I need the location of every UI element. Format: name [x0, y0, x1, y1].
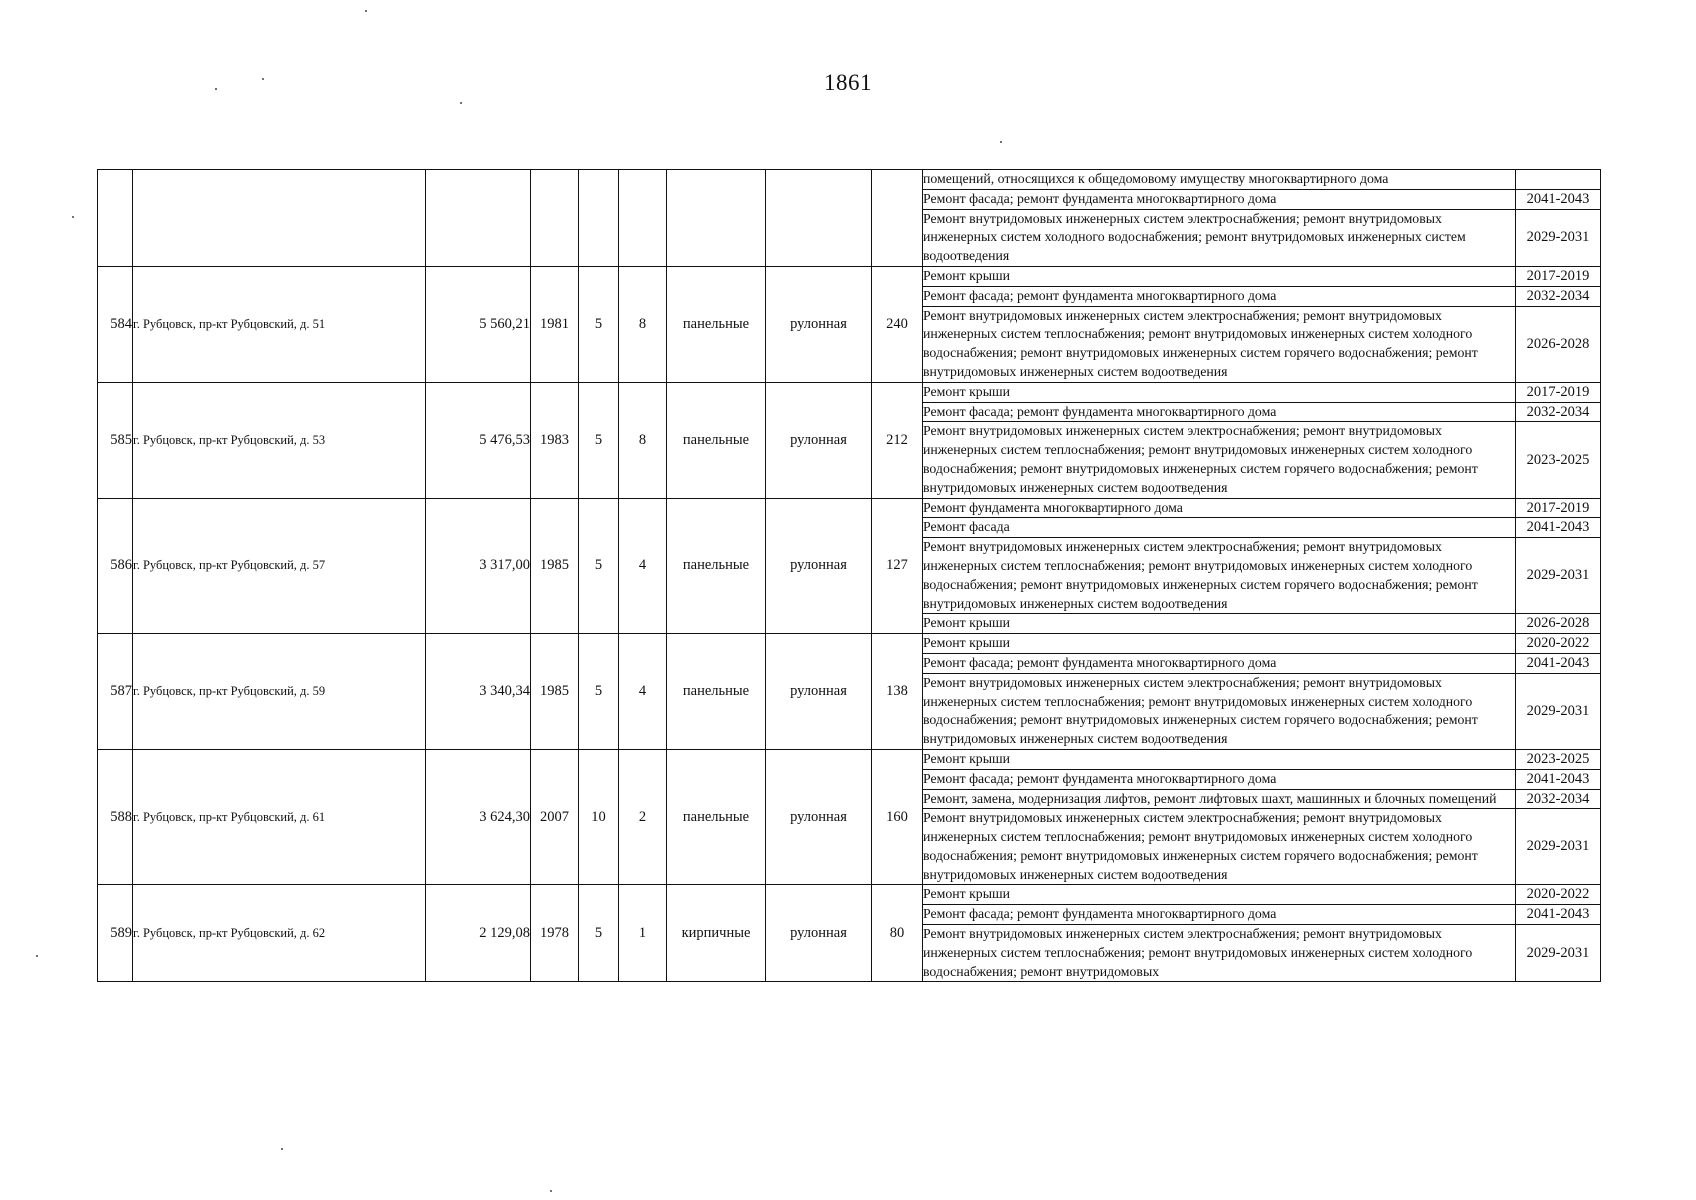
work-description: Ремонт фасада; ремонт фундамента многоквартирного дома	[923, 402, 1516, 422]
cell-area-empty	[426, 170, 531, 267]
cell-address: г. Рубцовск, пр-кт Рубцовский, д. 62	[133, 885, 426, 982]
cell-floors: 5	[579, 266, 619, 382]
cell-address: г. Рубцовск, пр-кт Рубцовский, д. 59	[133, 634, 426, 750]
work-period: 2041-2043	[1516, 653, 1601, 673]
work-description: Ремонт крыши	[923, 266, 1516, 286]
cell-area: 5 476,53	[426, 382, 531, 498]
work-description: Ремонт внутридомовых инженерных систем электроснабжения; ремонт внутридомовых инженерных систем теплоснабжения; ремонт внутридомовых инженерных систем холодного водоснабжения; ремонт внутридомовых инженерных систем горячего водоснабжения; ремонт внутридомовых инженерных систем водоотведения	[923, 306, 1516, 382]
cell-roof: рулонная	[766, 885, 872, 982]
cell-year: 1981	[531, 266, 579, 382]
work-description: Ремонт фасада; ремонт фундамента многоквартирного дома	[923, 769, 1516, 789]
cell-num-empty	[98, 170, 133, 267]
cell-walls: панельные	[667, 266, 766, 382]
cell-area: 2 129,08	[426, 885, 531, 982]
work-description: Ремонт крыши	[923, 614, 1516, 634]
work-description: Ремонт фасада; ремонт фундамента многоквартирного дома	[923, 905, 1516, 925]
cell-floors: 5	[579, 498, 619, 634]
cell-entrances: 1	[619, 885, 667, 982]
cell-roof: рулонная	[766, 634, 872, 750]
work-period: 2029-2031	[1516, 209, 1601, 266]
work-period: 2023-2025	[1516, 422, 1601, 498]
cell-floors: 5	[579, 382, 619, 498]
cell-walls-empty	[667, 170, 766, 267]
scan-speck	[281, 1148, 283, 1150]
cell-roof-empty	[766, 170, 872, 267]
table-row	[98, 266, 1601, 286]
work-description: Ремонт внутридомовых инженерных систем электроснабжения; ремонт внутридомовых инженерных систем теплоснабжения; ремонт внутридомовых инженерных систем холодного водоснабжения; ремонт внутридомовых инженерных систем горячего водоснабжения; ремонт внутридомовых инженерных систем водоотведения	[923, 673, 1516, 749]
work-period: 2017-2019	[1516, 266, 1601, 286]
cell-floors: 5	[579, 885, 619, 982]
work-period: 2029-2031	[1516, 809, 1601, 885]
cell-year: 2007	[531, 749, 579, 885]
capital-repair-table	[97, 169, 1601, 982]
cell-floors: 10	[579, 749, 619, 885]
cell-area: 3 317,00	[426, 498, 531, 634]
scan-speck	[460, 102, 462, 104]
cell-year: 1978	[531, 885, 579, 982]
cell-walls: кирпичные	[667, 885, 766, 982]
work-period: 2026-2028	[1516, 614, 1601, 634]
cell-num: 586	[98, 498, 133, 634]
work-description: Ремонт крыши	[923, 749, 1516, 769]
cell-residents: 240	[872, 266, 923, 382]
cell-entrances: 8	[619, 266, 667, 382]
work-description: Ремонт фасада; ремонт фундамента многоквартирного дома	[923, 653, 1516, 673]
work-description: Ремонт крыши	[923, 885, 1516, 905]
cell-roof: рулонная	[766, 498, 872, 634]
work-period: 2032-2034	[1516, 402, 1601, 422]
cell-entrances: 2	[619, 749, 667, 885]
cell-area: 3 624,30	[426, 749, 531, 885]
work-description: Ремонт внутридомовых инженерных систем электроснабжения; ремонт внутридомовых инженерных систем теплоснабжения; ремонт внутридомовых инженерных систем холодного водоснабжения; ремонт внутридомовых инженерных систем горячего водоснабжения; ремонт внутридомовых инженерных систем водоотведения	[923, 538, 1516, 614]
scan-speck	[365, 10, 367, 12]
work-period: 2041-2043	[1516, 769, 1601, 789]
work-period: 2017-2019	[1516, 498, 1601, 518]
cell-entrances: 8	[619, 382, 667, 498]
work-description: Ремонт внутридомовых инженерных систем электроснабжения; ремонт внутридомовых инженерных систем холодного водоснабжения; ремонт внутридомовых инженерных систем водоотведения	[923, 209, 1516, 266]
work-period: 2032-2034	[1516, 789, 1601, 809]
scan-speck	[1000, 141, 1002, 143]
work-description: Ремонт, замена, модернизация лифтов, ремонт лифтовых шахт, машинных и блочных помещений	[923, 789, 1516, 809]
work-period: 2023-2025	[1516, 749, 1601, 769]
cell-walls: панельные	[667, 382, 766, 498]
cell-residents: 80	[872, 885, 923, 982]
work-period: 2029-2031	[1516, 925, 1601, 982]
cell-floors: 5	[579, 634, 619, 750]
scan-speck	[262, 78, 264, 80]
work-period: 2041-2043	[1516, 189, 1601, 209]
cell-address-empty	[133, 170, 426, 267]
cell-roof: рулонная	[766, 749, 872, 885]
table-row	[98, 382, 1601, 402]
work-period: 2020-2022	[1516, 885, 1601, 905]
cell-walls: панельные	[667, 498, 766, 634]
cell-roof: рулонная	[766, 266, 872, 382]
cell-num: 587	[98, 634, 133, 750]
work-period: 2029-2031	[1516, 673, 1601, 749]
cell-num: 584	[98, 266, 133, 382]
cell-walls: панельные	[667, 749, 766, 885]
cell-year: 1985	[531, 498, 579, 634]
work-description: Ремонт крыши	[923, 634, 1516, 654]
table-row	[98, 498, 1601, 518]
cell-walls: панельные	[667, 634, 766, 750]
cell-address: г. Рубцовск, пр-кт Рубцовский, д. 53	[133, 382, 426, 498]
work-description: Ремонт внутридомовых инженерных систем электроснабжения; ремонт внутридомовых инженерных систем теплоснабжения; ремонт внутридомовых инженерных систем холодного водоснабжения; ремонт внутридомовых	[923, 925, 1516, 982]
scan-speck	[550, 1190, 552, 1192]
cell-address: г. Рубцовск, пр-кт Рубцовский, д. 61	[133, 749, 426, 885]
cell-year: 1983	[531, 382, 579, 498]
work-description: Ремонт фасада; ремонт фундамента многоквартирного дома	[923, 286, 1516, 306]
work-description: помещений, относящихся к общедомовому имуществу многоквартирного дома	[923, 170, 1516, 190]
cell-residents-empty	[872, 170, 923, 267]
cell-entrances: 4	[619, 634, 667, 750]
table-row	[98, 749, 1601, 769]
work-description: Ремонт внутридомовых инженерных систем электроснабжения; ремонт внутридомовых инженерных систем теплоснабжения; ремонт внутридомовых инженерных систем холодного водоснабжения; ремонт внутридомовых инженерных систем горячего водоснабжения; ремонт внутридомовых инженерных систем водоотведения	[923, 422, 1516, 498]
work-period	[1516, 170, 1601, 190]
cell-residents: 160	[872, 749, 923, 885]
cell-year-empty	[531, 170, 579, 267]
cell-num: 589	[98, 885, 133, 982]
table-row	[98, 170, 1601, 190]
scan-speck	[215, 88, 217, 90]
work-period: 2017-2019	[1516, 382, 1601, 402]
cell-year: 1985	[531, 634, 579, 750]
cell-roof: рулонная	[766, 382, 872, 498]
work-description: Ремонт фасада; ремонт фундамента многоквартирного дома	[923, 189, 1516, 209]
cell-address: г. Рубцовск, пр-кт Рубцовский, д. 51	[133, 266, 426, 382]
cell-num: 585	[98, 382, 133, 498]
cell-residents: 138	[872, 634, 923, 750]
work-period: 2032-2034	[1516, 286, 1601, 306]
cell-floors-empty	[579, 170, 619, 267]
work-description: Ремонт внутридомовых инженерных систем электроснабжения; ремонт внутридомовых инженерных систем теплоснабжения; ремонт внутридомовых инженерных систем холодного водоснабжения; ремонт внутридомовых инженерных систем горячего водоснабжения; ремонт внутридомовых инженерных систем водоотведения	[923, 809, 1516, 885]
cell-address: г. Рубцовск, пр-кт Рубцовский, д. 57	[133, 498, 426, 634]
scan-speck	[36, 955, 38, 957]
work-period: 2026-2028	[1516, 306, 1601, 382]
scan-speck	[72, 216, 74, 218]
table-row	[98, 634, 1601, 654]
work-period: 2041-2043	[1516, 905, 1601, 925]
work-description: Ремонт крыши	[923, 382, 1516, 402]
work-period: 2041-2043	[1516, 518, 1601, 538]
cell-residents: 212	[872, 382, 923, 498]
work-period: 2029-2031	[1516, 538, 1601, 614]
cell-area: 3 340,34	[426, 634, 531, 750]
work-period: 2020-2022	[1516, 634, 1601, 654]
cell-num: 588	[98, 749, 133, 885]
work-description: Ремонт фундамента многоквартирного дома	[923, 498, 1516, 518]
cell-entrances-empty	[619, 170, 667, 267]
cell-residents: 127	[872, 498, 923, 634]
table-row	[98, 885, 1601, 905]
cell-area: 5 560,21	[426, 266, 531, 382]
page-number: 1861	[824, 70, 872, 95]
work-description: Ремонт фасада	[923, 518, 1516, 538]
cell-entrances: 4	[619, 498, 667, 634]
